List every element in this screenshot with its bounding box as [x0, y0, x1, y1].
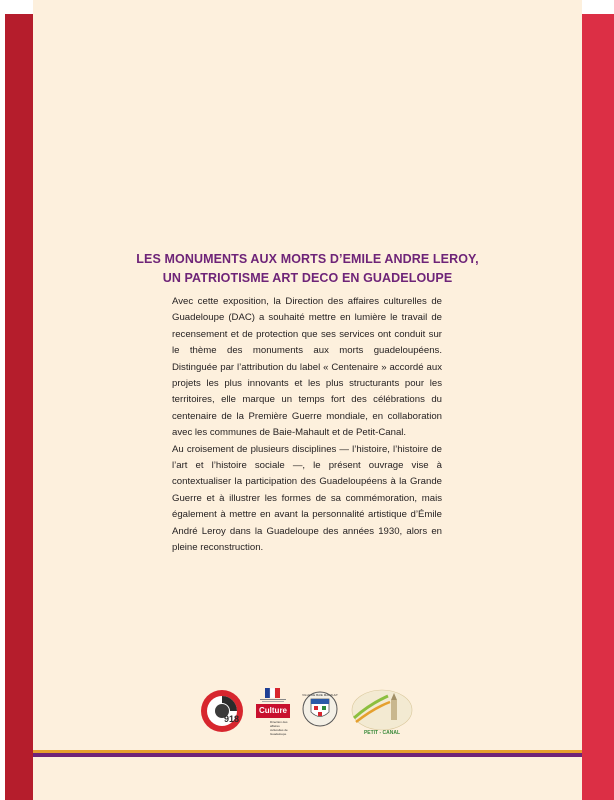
petit-canal-text: PETIT - CANAL	[363, 730, 401, 736]
page-title	[33, 250, 582, 288]
paragraph: Au croisement de plusieurs disciplines — l’histoire, l’histoire de l’art et l’histoire sociale —, le présent ouvrage vise à contextualiser la participation des Guadeloupéens à la Grande Guerre et à illustrer les formes de sa commémoration, mais également à mettre en avant la personnalité artistique d’Émile André Leroy dans la Guadeloupe des années 1930, alors en pleine reconstruction.	[172, 443, 442, 554]
title-line-2: UN PATRIOTISME ART DECO EN GUADELOUPE	[162, 271, 453, 285]
culture-subtitle: Direction des affaires culturelles de Guadeloupe	[270, 720, 288, 736]
footer-purple-stripe	[33, 753, 582, 757]
centenaire-logo-text: 918	[224, 714, 240, 724]
baie-mahault-crest-icon	[302, 690, 338, 728]
centenaire-logo-icon	[200, 689, 244, 733]
ministere-culture-logo-icon	[256, 688, 290, 744]
culture-label: Culture	[256, 704, 290, 718]
petit-canal-logo-icon	[350, 688, 414, 738]
left-red-band	[5, 14, 33, 800]
right-red-band	[582, 14, 614, 800]
body-text	[172, 294, 442, 557]
baie-mahault-text: VILLE DE BAIE MAHAULT	[302, 693, 338, 697]
paragraph: Avec cette exposition, la Direction des affaires culturelles de Guadeloupe (DAC) a souhaité mettre en lumière le travail de recensement et de protection que ses services ont conduit sur le thème des monuments aux morts guadeloupéens. Distinguée par l’attribution du label « Centenaire » accordé aux projets les plus innovants et les plus structurants pour les territoires, elle marque un temps fort des célébrations du centenaire de la Première Guerre mondiale, en collaboration avec les communes de Baie-Mahault et de Petit-Canal.	[172, 296, 442, 439]
partner-logos	[200, 688, 440, 748]
title-line-1: LES MONUMENTS AUX MORTS D’EMILE ANDRE LEROY,	[136, 252, 479, 266]
